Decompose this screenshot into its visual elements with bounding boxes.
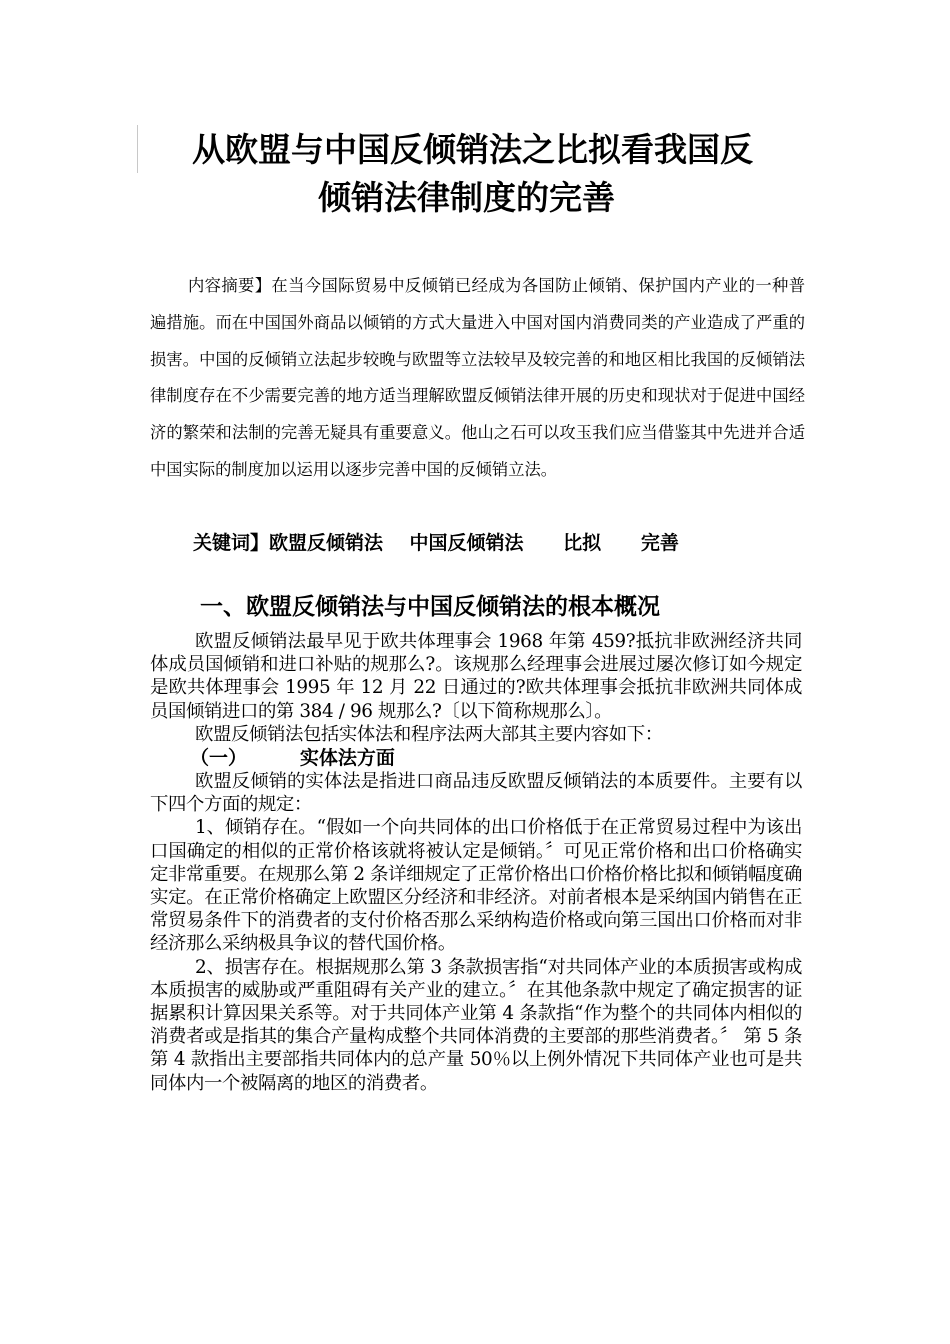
title-line-1: 从欧盟与中国反倾销法之比拟看我国反 [192, 130, 753, 169]
page-margin-line [137, 125, 138, 173]
body-paragraph-1: 欧盟反倾销法最早见于欧共体理事会 1968 年第 459?抵抗非欧洲经济共同体成员国倾销和进口补贴的规那么?。该规那么经理事会进展过屡次修订如今规定是欧共体理事会 1995 年 12 月 22 日通过的?欧共体理事会抵抗非欧洲共同体成员国倾销进口的第 384 / 96 规那么?〔以下简称规那么〕。 [150, 631, 802, 722]
body-paragraph-2: 欧盟反倾销法包括实体法和程序法两大部其主要内容如下： [195, 723, 663, 745]
body-paragraph-4: 1、倾销存在。“假如一个向共同体的出口价格低于在正常贸易过程中为该出口国确定的相似的正常价格该就将被认定是倾销。〞可见正常价格和出口价格确实定非常重要。在规那么第 2 条详细规定了正常价格出口价格价格比拟和倾销幅度确实定。在正常价格确定上欧盟区分经济和非经济。对前者根本是采纳国内销售在正常贸易条件下的消费者的支付价格否那么采纳构造价格或向第三国出口价格而对非经济那么采纳极具争议的替代国价格。 [150, 817, 802, 955]
subheading-substantive-law: （一） 实体法方面 [190, 747, 395, 770]
abstract-paragraph: 内容摘要】在当今国际贸易中反倾销已经成为各国防止倾销、保护国内产业的一种普遍措施。而在中国国外商品以倾销的方式大量进入中国对国内消费同类的产业造成了严重的损害。中国的反倾销立法起步较晚与欧盟等立法较早及较完善的和地区相比我国的反倾销法律制度存在不少需要完善的地方适当理解欧盟反倾销法律开展的历史和现状对于促进中国经济的繁荣和法制的完善无疑具有重要意义。他山之石可以攻玉我们应当借鉴其中先进并合适中国实际的制度加以运用以逐步完善中国的反倾销立法。 [150, 276, 805, 479]
body-text [150, 630, 802, 1095]
title-line-2: 倾销法律制度的完善 [318, 178, 615, 217]
body-paragraph-5: 2、损害存在。根据规那么第 3 条款损害指“对共同体产业的本质损害或构成本质损害的威胁或严重阻碍有关产业的建立。〞在其他条款中规定了确定损害的证据累积计算因果关系等。对于共同体产业第 4 条款指“作为整个的共同体内相似的消费者或是指其的集合产量构成整个共同体消费的主要部的那些消费者。〞 第 5 条第 4 款指出主要部指共同体内的总产量 50％以上例外情况下共同体产业也可是共同体内一个被隔离的地区的消费者。 [150, 956, 802, 1094]
section-heading-1: 一、欧盟反倾销法与中国反倾销法的根本概况 [200, 594, 660, 620]
document-title [150, 126, 850, 222]
keywords-line: 关键词】欧盟反倾销法 中国反倾销法 比拟 完善 [193, 532, 679, 554]
body-paragraph-3: 欧盟反倾销的实体法是指进口商品违反欧盟反倾销法的本质要件。主要有以下四个方面的规定： [150, 771, 802, 816]
